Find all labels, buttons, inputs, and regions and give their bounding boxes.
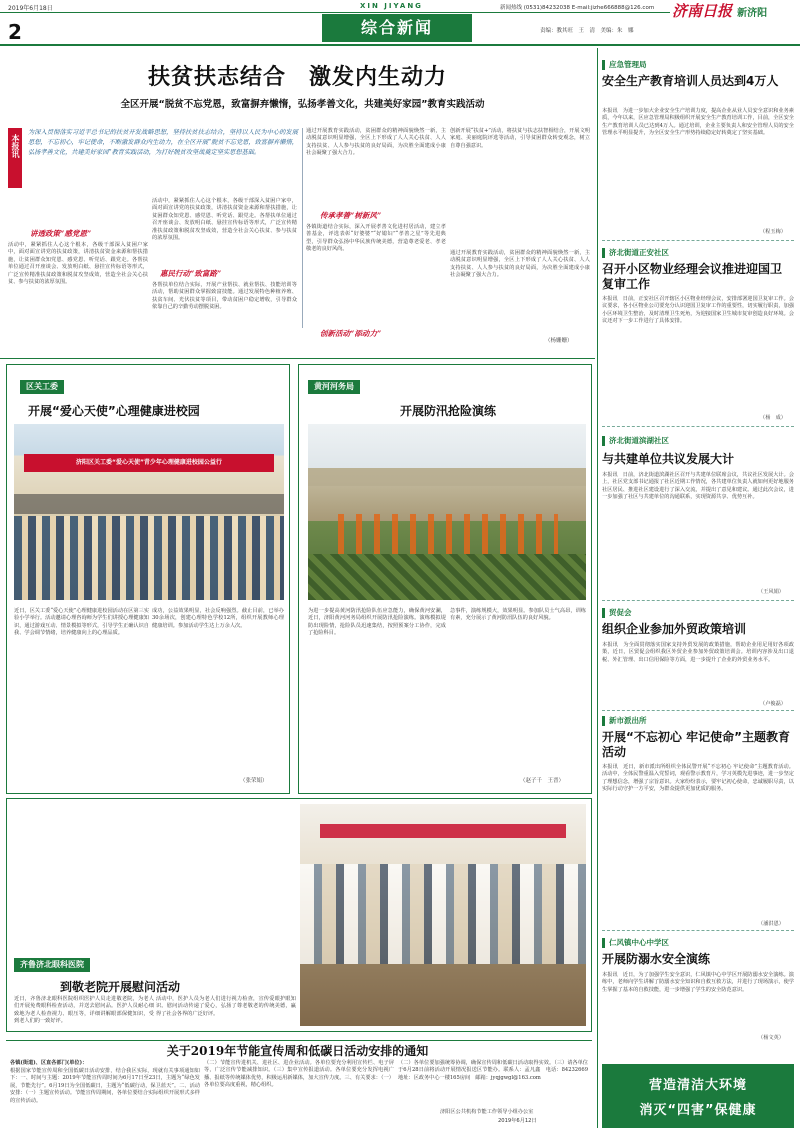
right-3-tag: 贸促会	[602, 608, 632, 618]
right-5-text: 本报讯 近日，为了加强学生安全意识，仁风镇中心中学区开展防溺水安全演练。演练中，老师向学生讲解了防溺水安全知识和自救互救方法，并进行了现场演示，使学生掌握了基本的自救技能，进一步增强了学生的安全防范意识。	[602, 972, 794, 993]
lead-byline: （杨姗姗）	[545, 338, 573, 344]
box-left-text: 近日，区关工委“爱心天使”心理健康进校园活动在区第三实验小学举行。活动邀请心理咨询师为学生们讲授心理健康知识，通过游戏互动、情景模拟等形式，引导学生正确认识自我、学会调节情绪，培养健康向上的心理品质。	[14, 608, 149, 637]
right-3-title: 组织企业参加外贸政策培训	[602, 622, 747, 636]
right-1-byline: （杨 成）	[760, 415, 786, 421]
slogan-box	[602, 1064, 794, 1128]
page-number: 2	[8, 20, 22, 44]
right-1-text: 本报讯 日前，正安社区召开辖区小区物业经理会议，安排部署迎国卫复审工作。会议要求，各小区物业公司要充分认识迎国卫复审工作的重要性，切实履行职责，加强小区环境卫生整治，及时清理卫生死角，为迎接国家卫生城市复审创造良好环境。会议还对下一步工作进行了具体安排。	[602, 296, 794, 325]
lead-subheadline: 全区开展“脱贫不忘党恩，致富摒弃懒惰，弘扬孝善文化，共建美好家园”教育实践活动	[120, 99, 485, 110]
box-left-byline: （张荣娟）	[240, 778, 268, 784]
box-bottom-title: 到敬老院开展慰问活动	[60, 980, 181, 994]
lead-badge-text: 本报讯	[11, 134, 20, 158]
right-4-byline: （潘洪恩）	[758, 921, 784, 927]
lead-col4b-text: 通过开展教育实践活动，贫困群众的精神面貌焕然一新，主动脱贫意识明显增强，全区上下形成了人人关心扶贫、人人支持扶贫、人人参与扶贫的良好局面，为决胜全面建成小康社会凝聚了强大合力。	[450, 250, 590, 279]
right-2-title: 与共建单位共议发展大计	[602, 452, 735, 466]
right-3-byline: （卢俊磊）	[760, 701, 786, 707]
lead-headline: 扶贫扶志结合 激发内生动力	[147, 64, 447, 90]
lead-col1-sub: 讲透政策“感党恩”	[30, 229, 92, 238]
notice-sign-date: 2019年6月12日	[498, 1118, 537, 1124]
lead-col2-text: 各帮扶单位结合实际，开展产业帮扶、就业帮扶、技能培训等活动，帮助贫困群众掌握致富技能。通过发展特色种植养殖、扶贫车间、光伏扶贫等项目，带动贫困户稳定增收，引导群众依靠自己的辛勤劳动摆脱贫困。	[152, 282, 297, 311]
notice-col1: 根据国家节能宣传周和全国低碳日活动安排，结合我区实际，现就有关事项通知如下：一、时间与主题：2019年节能宣传周时间为6月17日至23日，主题为“绿色发展，节能先行”。6月19日为全国低碳日，主题为“低碳行动，保卫蓝天”。二、活动安排：（一）主题宣传活动。节能宣传周期间，各单位要结合实际组织开展形式多样的宣传活动。	[10, 1068, 200, 1104]
box-left-tag: 区关工委	[20, 380, 64, 394]
masthead-hotline: 新闻热线 (0531)84232038 E-mail:jizhe666888@126.com	[500, 5, 655, 11]
box-right-title: 开展防汛抢险演练	[400, 404, 497, 418]
right-3-text: 本报讯 为全面贯彻落实国家支持外贸发展的政策措施，帮助企业用足用好各项政策，近日，区贸促会组织我区外贸企业参加外贸政策培训会。培训内容涉及出口退税、外汇管理、出口信用保险等方面，进一步提升了企业的外贸业务水平。	[602, 642, 794, 663]
section-name: 综合新闻	[360, 18, 433, 37]
right-5-title: 开展防溺水安全演练	[602, 952, 711, 966]
lead-intro: 为深入贯彻落实习近平总书记的扶贫开发战略思想，坚持扶贫扶志结合，坚持以人民为中心的发展思想，不忘初心，牢记使命，不断激发群众内生动力，在全区开展“脱贫不忘党恩，致富摒弃懒惰，弘扬孝善文化，共建美好家园”教育实践活动，为打好脱贫攻坚战奠定坚实思想基础。	[28, 129, 298, 156]
notice-title: 关于2019年节能宣传周和低碳日活动安排的通知	[166, 1044, 429, 1058]
notice-col3: （二）各单位要加强统筹协调，确保宣传周和低碳日活动取得实效。（三）请各单位于6月28日前将活动开展情况报送区节能办。联系人：孟凡鑫 电话：84232669 地址：区政务中心一楼165房间 邮箱：jyqjgwgl@163.com	[398, 1060, 594, 1081]
right-1-tag: 济北街道正安社区	[602, 248, 669, 258]
notice-signer: 济阳区公共机构节能工作领导小组办公室	[440, 1109, 534, 1115]
right-0-title: 安全生产教育培训人员达到4万人	[602, 74, 779, 88]
right-0-text: 本报讯 为进一步加大企业安全生产培训力度，提高企业从业人员安全意识和业务素质，今年以来，区应急管理局积极组织开展安全生产教育培训工作，目前，全区安全生产教育培训人员已达到4万人。通过培训，企业主要负责人和安全管理人员的安全管理水平明显提升，为全区安全生产形势持续稳定好转奠定了坚实基础。	[602, 108, 794, 137]
lead-col3b-sub: 创新活动“添动力”	[320, 329, 382, 338]
box-right-text: 为进一步提高黄河防汛抢险队伍应急能力，确保黄河安澜，近日，济阳黄河河务局组织开展防汛抢险演练。演练模拟堤防出现险情，抢险队员迅速集结，按照预案分工协作，完成了抢险科目。	[308, 608, 446, 637]
lead-col3-text-top: 通过开展教育实践活动，贫困群众的精神面貌焕然一新，主动脱贫意识明显增强，全区上下形成了人人关心扶贫、人人支持扶贫、人人参与扶贫的良好局面，为决胜全面建成小康社会凝聚了强大合力。	[306, 128, 446, 157]
box-right-tag: 黄河河务局	[308, 380, 360, 394]
box-right-text2: 急事件，演练规模大，效果明显。参加队员士气高昂，训练有素，充分展示了黄河防汛队伍的良好风貌。	[450, 608, 586, 622]
masthead-logo	[672, 0, 797, 20]
lead-col2-sub: 惠民行动“致富路”	[160, 269, 222, 278]
lead-col3-sub: 传承孝善“树新风”	[320, 211, 382, 220]
box-left-banner	[24, 454, 274, 472]
masthead-date: 2019年6月18日	[8, 5, 53, 12]
right-4-text: 本报讯 近日，新市派出所组织全体民警开展“不忘初心 牢记使命”主题教育活动。活动中，全体民警重温入党誓词，观看警示教育片，学习英模先进事迹，进一步坚定了理想信念，增强了宗旨意识。大家纷纷表示，要牢记初心使命，忠诚履职尽责，以实际行动守护一方平安，为群众提供更加优质的服务。	[602, 764, 794, 793]
right-0-byline: （程玉梅）	[760, 229, 786, 235]
notice-col2: （二）节能宣传进机关、进社区、进企业活动。各单位要充分利用宣传栏、电子屏等，广泛宣传节能减排知识。（三）集中宣传报道活动。各单位要充分发挥电视广播、报纸等传统媒体优势，积极运用新媒体，加大宣传力度。三、有关要求：（一）各单位要高度重视，精心组织。	[204, 1060, 394, 1089]
right-1-title: 召开小区物业经理会议推进迎国卫复审工作	[602, 262, 783, 291]
box-left-title: 开展“爱心天使”心理健康进校园	[28, 404, 200, 418]
box-bottom-tag: 齐鲁济北眼科医院	[14, 958, 90, 972]
masthead-column-en: XIN JIYANG	[360, 2, 423, 10]
right-4-tag: 新市派出所	[602, 716, 647, 726]
right-5-byline: （杨文英）	[758, 1035, 784, 1041]
section-name-banner	[322, 14, 472, 42]
masthead-logo-text: 济南日报	[672, 2, 733, 20]
slogan-line2: 消灭“四害”保健康	[639, 1103, 757, 1118]
masthead-sub-logo: 新济阳	[737, 8, 768, 19]
right-0-tag: 应急管理局	[602, 60, 647, 70]
right-2-byline: （王风娟）	[758, 589, 784, 595]
box-left-banner-text: 济阳区关工委“爱心天使”青少年心理健康进校园公益行	[76, 459, 222, 466]
lead-col1-text: 活动中，紧紧抓住人心这个根本，各级干部深入贫困户家中，面对面宣讲党的扶贫政策，讲清扶贫资金来源和帮扶措施，让贫困群众知党恩、感党恩、听党话、跟党走。各帮扶单位通过召开座谈会、发放明白纸、悬挂宣传标语等形式，广泛宣传精准扶贫政策和脱贫攻坚成效，营造全社会关心扶贫、参与扶贫的浓厚氛围。	[8, 242, 148, 286]
right-2-text: 本报讯 日前，济北街道滨湖社区召开与共建单位联席会议，共议社区发展大计。会上，社区党支部书记通报了社区近期工作情况，各共建单位负责人就如何更好地服务社区居民、推进社区建设进行了深入交流，并提出了意见和建议。通过此次会议，进一步加强了社区与共建单位的沟通联系，实现资源共享、优势互补。	[602, 472, 794, 501]
right-4-title: 开展“不忘初心 牢记使命”主题教育活动	[602, 730, 790, 759]
box-bottom-text2: 活动中，医护人员为老人们进行视力检查，宣传爱眼护眼知识。慰问活动传递了爱心，弘扬了尊老敬老的传统美德，赢得了社会各界的广泛好评。	[156, 996, 296, 1017]
lead-col2a-text: 活动中，紧紧抓住人心这个根本，各级干部深入贫困户家中，面对面宣讲党的扶贫政策，讲清扶贫资金来源和帮扶措施，让贫困群众知党恩、感党恩、听党话、跟党走。各帮扶单位通过召开座谈会、发放明白纸、悬挂宣传标语等形式，广泛宣传精准扶贫政策和脱贫攻坚成效，营造全社会关心扶贫、参与扶贫的浓厚氛围。	[152, 198, 297, 242]
lead-badge	[8, 128, 22, 188]
masthead-editors: 责编：教其旺 王 清 美编：朱 娜	[540, 28, 634, 34]
slogan-line1: 营造清洁大环境	[648, 1078, 747, 1093]
right-2-tag: 济北街道滨湖社区	[602, 436, 669, 446]
box-right-photo	[308, 424, 586, 600]
notice-greeting: 各镇(街道)、区直各部门(单位)：	[10, 1060, 88, 1066]
box-left-photo	[14, 424, 284, 600]
lead-col4-text: 创新开展“扶贫+”活动，将扶贫与扶志扶智相结合，开展文明家庭、美丽庭院评选等活动，引导贫困群众转变观念，树立自尊自强意识。	[450, 128, 590, 149]
box-right-byline: （赵子千 王晋）	[520, 778, 565, 784]
box-left-text2: 成功，公益效果明显，社会反响强烈。截止目前，已举办30余场次，创建心理特色学校12所，组织开展教师心理健康培训。参加活动学生达上万余人次。	[152, 608, 284, 629]
lead-col3-text: 各镇街道结合实际，深入开展孝善文化进村居活动，建立孝善基金，评选表彰“好婆婆”“好媳妇”“孝善之星”等先进典型，引导群众弘扬中华民族传统美德，营造尊老爱老、孝老敬老的良好风尚。	[306, 224, 446, 253]
right-5-tag: 仁风镇中心中学区	[602, 938, 669, 948]
box-bottom-photo	[300, 804, 586, 1026]
box-bottom-text: 近日，齐鲁济北眼科医院组织医护人员走进敬老院，为老人们开展免费眼科检查活动，并送去慰问品。医护人员耐心细致地为老人检查视力、眼压等，详细讲解眼部保健知识，受到老人们的一致好评。	[14, 996, 154, 1025]
